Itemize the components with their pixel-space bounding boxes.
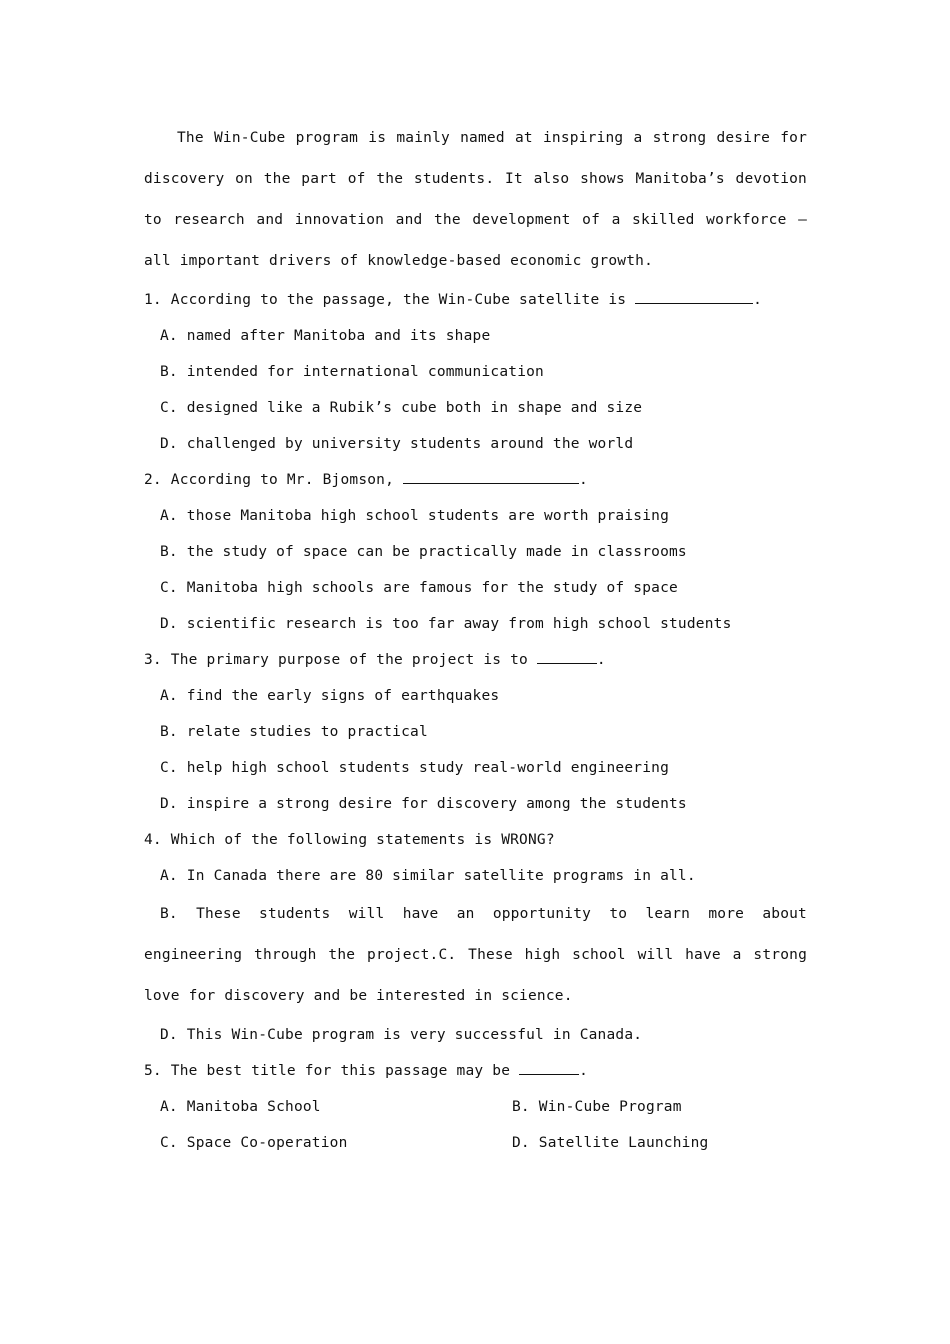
option-a: A. named after Manitoba and its shape — [160, 328, 491, 344]
question-stem: 3. The primary purpose of the project is to . — [144, 642, 807, 678]
question-stem: 5. The best title for this passage may be . — [144, 1053, 807, 1089]
option-b: B. the study of space can be practically made in classrooms — [160, 544, 687, 560]
option-b: B. relate studies to practical — [160, 724, 428, 740]
question-stem: 4. Which of the following statements is WRONG? — [144, 832, 555, 848]
option-c: C. Space Co-operation — [160, 1135, 348, 1151]
option-d: D. scientific research is too far away from high school students — [160, 616, 732, 632]
answer-blank — [403, 469, 579, 484]
option-d: D. This Win-Cube program is very successful in Canada. — [160, 1027, 643, 1043]
answer-blank — [519, 1060, 579, 1075]
option-a: A. those Manitoba high school students are worth praising — [160, 508, 669, 524]
question-5 — [144, 1053, 807, 1161]
question-3 — [144, 642, 807, 822]
option-d: D. Satellite Launching — [512, 1135, 709, 1151]
question-4 — [144, 822, 807, 1053]
passage-text: The Win-Cube program is mainly named at inspiring a strong desire for discovery on the part of the students. It also shows Manitoba’s devotion to research and innovation and the development of a skilled workforce — all important drivers of knowledge-based economic growth. — [144, 130, 807, 269]
option-b-c: B. These students will have an opportunity to learn more about engineering through the project.C. These high school will have a strong love for discovery and be interested in science. — [144, 906, 807, 1004]
options-row-1 — [160, 1089, 807, 1125]
option-c: C. designed like a Rubik’s cube both in shape and size — [160, 400, 643, 416]
option-d: D. inspire a strong desire for discovery among the students — [160, 796, 687, 812]
option-a: A. find the early signs of earthquakes — [160, 688, 500, 704]
option-b: B. intended for international communication — [160, 364, 544, 380]
passage-paragraph — [144, 118, 807, 282]
question-2 — [144, 462, 807, 642]
question-1 — [144, 282, 807, 462]
option-c: C. help high school students study real-world engineering — [160, 760, 669, 776]
option-a: A. In Canada there are 80 similar satellite programs in all. — [160, 868, 696, 884]
question-stem: 1. According to the passage, the Win-Cube satellite is . — [144, 282, 807, 318]
option-d: D. challenged by university students around the world — [160, 436, 634, 452]
answer-blank — [537, 649, 597, 664]
question-stem: 2. According to Mr. Bjomson, . — [144, 462, 807, 498]
answer-blank — [635, 289, 753, 304]
option-b: B. Win-Cube Program — [512, 1099, 682, 1115]
option-c: C. Manitoba high schools are famous for the study of space — [160, 580, 678, 596]
document-page — [144, 118, 807, 1161]
options-row-2 — [160, 1125, 807, 1161]
option-a: A. Manitoba School — [160, 1099, 321, 1115]
